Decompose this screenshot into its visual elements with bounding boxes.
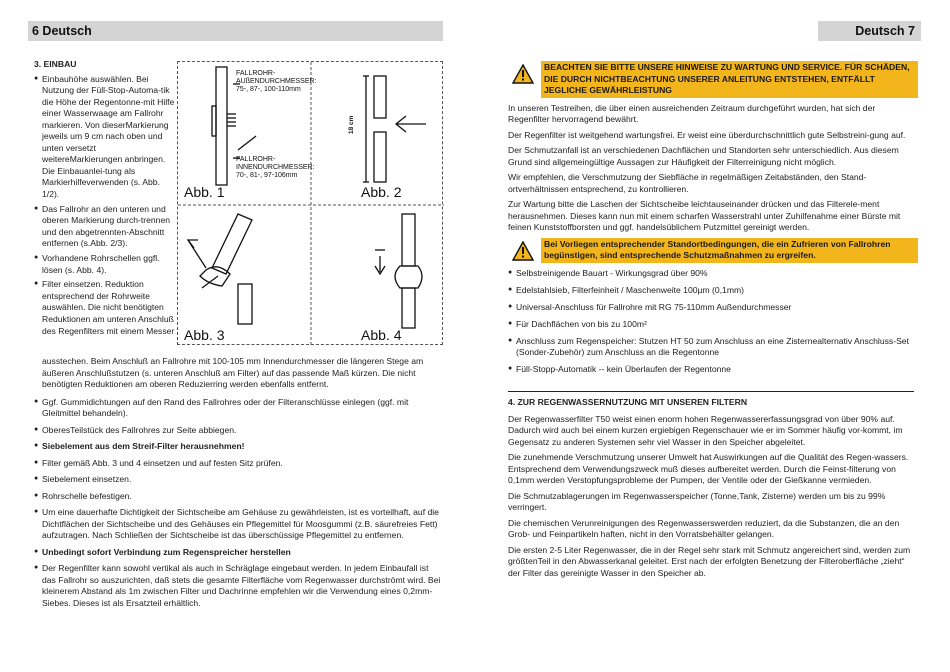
- usage-paragraph: Die Schmutzablagerungen im Regenwasserspeicher (Tonne,Tank, Zisterne) werden um bis zu 99% verringert.: [508, 490, 886, 513]
- install-step: ● OberesTeilstück des Fallrohres zur Seite abbiegen.: [34, 425, 444, 437]
- install-step: ● Filter einsetzen. Reduktion entsprechend der Rohrweite auswählen. Die nicht benötigten Reduktionen am unteren Anschluß des Regenfilters mit einem Messer: [34, 279, 175, 337]
- warning-icon: [512, 64, 534, 84]
- warranty-warning-text: BEACHTEN SIE BITTE UNSERE HINWEISE ZU WARTUNG UND SERVICE. FÜR SCHÄDEN, DIE DURCH NICHTBEACHTUNG UNSERER ANLEITUNG ENTSTEHEN, ENTFÄLLT JEGLICHE GEWÄHRLEISTUNG: [541, 61, 918, 98]
- feature-item: ● Anschluss zum Regenspeicher: Stutzen HT 50 zum Anschluss an eine Zisternealternativ Anschluss-Set (Sonder-Zubehör) zum Anschluss an die Regentonne: [508, 336, 918, 359]
- install-step: ● Vorhandene Rohrschellen ggfl. lösen (s. Abb. 4).: [34, 253, 175, 276]
- warning-icon: [512, 241, 534, 261]
- feature-item: ● Universal-Anschluss für Fallrohre mit RG 75-110mm Außendurchmesser: [508, 302, 918, 314]
- page-header-left: 6 Deutsch: [28, 21, 443, 41]
- outer-diameter-label: FALLROHR-: [236, 70, 276, 77]
- usage-title: 4. ZUR REGENWASSERNUTZUNG MIT UNSEREN FILTERN: [508, 397, 748, 407]
- cut-length-label: 18 cm: [348, 115, 355, 134]
- abb4-caption: Abb. 4: [361, 327, 402, 343]
- frost-warning: [508, 238, 918, 263]
- maintenance-section: [508, 61, 918, 379]
- install-step: ● Das Fallrohr an den unteren und oberen Markierung durch-trennen und den abgetrennten-Abschnitt entfernen (s.Abb. 2/3).: [34, 204, 175, 250]
- warranty-warning: [508, 61, 918, 98]
- usage-paragraph: Die zunehmende Verschmutzung unserer Umwelt hat Auswirkungen auf die Qualität des Regen-wassers. Entsprechend dem Verwendungszweck muß dieses aufbereitet werden. Durch die Feinst-filterung von 0,1mm werden Verstopfungsprobleme der Pumpen, der Ventile oder der Gießkanne vermieden.: [508, 452, 909, 486]
- install-step: ● Filter gemäß Abb. 3 und 4 einsetzen und auf festen Sitz prüfen.: [34, 458, 444, 470]
- abb2-caption: Abb. 2: [361, 184, 402, 200]
- usage-paragraph: Der Regenwasserfilter T50 weist einen enorm hohen Regenwassererfassungsgrad von über 90% auf. Dadurch wird auch bei einem kurzen ergiebigen Regenschauer wie er im Sommer häufig vor-kommt, im Gegensatz zu anderen Systemen sehr viel Wasser in den Speicher abgeleitet.: [508, 413, 903, 447]
- frost-warning-text: Bei Vorliegen entsprechender Standortbedingungen, die ein Zufrieren von Fallrohren begünstigen, sind entsprechende Schutzmaßnahmen zu ergreifen.: [541, 238, 918, 263]
- maintenance-paragraph: Wir empfehlen, die Verschmutzung der Siebfläche in regelmäßigen Zeitabständen, den Stand-ortverhältnissen entsprechend, zu kontrollieren.: [508, 172, 867, 194]
- maintenance-paragraph: Der Regenfilter ist weitgehend wartungsfrei. Er weist eine überdurchschnittlich gute Selbstreini-gung auf.: [508, 129, 906, 140]
- installation-diagram: [178, 62, 444, 346]
- maintenance-paragraph: Der Schmutzanfall ist an verschiedenen Dachflächen und Standorten sehr unterschiedlich. Aus diesem Grund sind allgemeingültige Aussagen zur Häufigkeit der Filterreinigung nicht möglich.: [508, 145, 899, 167]
- install-step: ● Der Regenfilter kann sowohl vertikal als auch in Schräglage eingebaut werden. In jedem Einbaufall ist das Fallrohr so auszurichten, daß stets die gesamte Filterfläche vom Regenwasser durchströmt wird. Bei kleinerem Abstand als 1m zwischen Filter und Dachrinne empfehlen wir die Verwendung eines 0,2mm-Siebes. Dieses ist als Ersatzteil erhältlich.: [34, 563, 444, 609]
- install-title: 3. EINBAU: [34, 59, 77, 69]
- outer-diameter-label: AUßENDURCHMESSER:: [236, 78, 317, 85]
- feature-item: ● Für Dachflächen von bis zu 100m²: [508, 319, 918, 331]
- install-step-important: ● Unbedingt sofort Verbindung zum Regenspreicher herstellen: [34, 547, 444, 559]
- usage-paragraph: Die ersten 2-5 Liter Regenwasser, die in der Regel sehr stark mit Schmutz angereichert sind, werden zum größtenTeil in den Abwasserkanal geleitet. Erst nach der erfolgten Benetzung der Filteroberfläche „zieht“ der Filter das gereinigte Wasser in den Speicher ab.: [508, 544, 911, 578]
- inner-diameter-label: INNENDURCHMESSER:: [236, 164, 315, 171]
- inner-diameter-values: 70-, 81-, 97-106mm: [236, 172, 298, 179]
- install-step: ● Rohrschelle befestigen.: [34, 491, 444, 503]
- abb3-insert-drawing: [188, 214, 252, 324]
- install-step: ● Um eine dauerhafte Dichtigkeit der Sichtscheibe am Gehäuse zu gewährleisten, ist es vorteilhaft, auf die Dichtflächen der Sichtscheibe und des Gehäuses ein Pflegemittel für Moosgummi (z.B. säurefreies Fett) aufzutragen. Nach Schließen der Sichtscheibe ist das überschüssige Pflegemittel zu entfernen.: [34, 507, 444, 542]
- install-continued: [34, 356, 444, 613]
- outer-diameter-values: 75-, 87-, 100-110mm: [236, 86, 301, 93]
- feature-item: ● Selbstreinigende Bauart - Wirkungsgrad über 90%: [508, 268, 918, 280]
- feature-item: ● Edelstahlsieb, Filterfeinheit / Maschenweite 100µm (0,1mm): [508, 285, 918, 297]
- abb4-fitted-drawing: [375, 214, 422, 328]
- page-header-right: Deutsch 7: [818, 21, 921, 41]
- installation-figure: [177, 61, 443, 345]
- abb3-caption: Abb. 3: [184, 327, 225, 343]
- abb1-caption: Abb. 1: [184, 184, 225, 200]
- maintenance-paragraph: In unseren Testreihen, die über einen ausreichenden Zeitraum durchgeführt wurden, hat sich der Regenfilter hervorragend bewährt.: [508, 102, 876, 125]
- install-step: ● Einbauhöhe auswählen. Bei Nutzung der Füll-Stop-Automa-tik die Höhe der Regentonne-mit Hilfe einer Wasserwaage am Fallrohr markieren. Von dieserMarkierung jeweils um 9 cm nach oben und unten versetzt weitereMarkierungen anbringen. Die Einbauanlei-tung als Markierhilfeverwenden (s. Abb. 1/2).: [34, 74, 175, 201]
- install-step-important: ● Siebelement aus dem Streif-Filter herausnehmen!: [34, 441, 444, 453]
- section-divider: [508, 391, 914, 392]
- install-step: ● Ggf. Gummidichtungen auf den Rand des Fallrohres oder der Filteranschlüsse einlegen (ggf. mit Gleitmittel behandeln).: [34, 397, 444, 420]
- install-section: [34, 59, 175, 337]
- usage-paragraph: Die chemischen Verunreinigungen des Regenwasserswerden reduziert, da die Substanzen, die an den Grob- und Feinpartikeln haften, nicht in den Vorratsbehälter gelangen.: [508, 517, 900, 540]
- feature-item: ● Füll-Stopp-Automatik -- kein Überlaufen der Regentonne: [508, 364, 918, 376]
- maintenance-paragraph: Zur Wartung bitte die Laschen der Sichtscheibe leichtauseinander drücken und das Filterele-ment herausnehmen. Dieses kann nun mit einem scharfen Wasserstrahl unter Zuhilfenahme einer Bürste mit feinen Kunststoffborsten und ggf. handelsüblichem Putzmittel gereinigt werden.: [508, 199, 901, 233]
- usage-section: [508, 397, 918, 583]
- install-step: ● Siebelement einsetzen.: [34, 474, 444, 486]
- abb2-cut-drawing: [363, 76, 426, 182]
- install-step-continuation: ausstechen. Beim Anschluß an Fallrohre mit 100-105 mm Innendurchmesser die längeren Stege am äußeren Anschlußstutzen (s. unteren Anschluß am Filter) auf das passende Maß kürzen. Die nicht benötigten Reduktionen am oberen Reduzierring werden ebenfalls entfernt.: [42, 356, 424, 390]
- inner-diameter-label: FALLROHR-: [236, 156, 276, 163]
